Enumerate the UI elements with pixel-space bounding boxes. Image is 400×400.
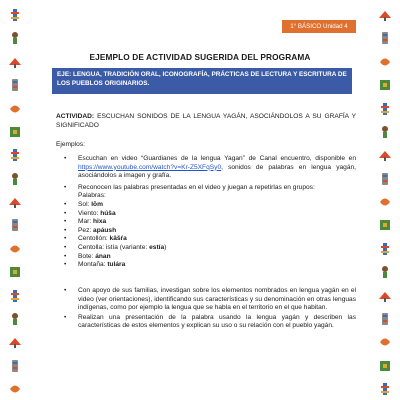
word-label: Bote: [78, 252, 96, 260]
iconography-motif-icon [378, 195, 392, 209]
word-row [56, 201, 356, 210]
grade-unit-badge [282, 20, 356, 33]
iconography-motif-icon [8, 31, 22, 45]
iconography-motif-icon [378, 359, 392, 373]
word-row [56, 244, 356, 253]
word-label: Viento: [78, 209, 101, 217]
iconography-motif-icon [8, 195, 22, 209]
iconography-motif-icon [378, 55, 392, 69]
iconography-motif-icon [378, 8, 392, 22]
iconography-motif-icon [378, 172, 392, 186]
video-text-post: , sonidos de palabras en lengua yagán, asociándolos a imagen y grafía. [78, 163, 356, 180]
iconography-motif-icon [8, 78, 22, 92]
activity-text: ESCUCHAN SONIDOS DE LA LENGUA YAGÁN, ASOCIÁNDOLOS A SU GRAFÍA Y SIGNIFICADO [56, 113, 356, 129]
iconography-motif-icon [8, 102, 22, 116]
iconography-motif-icon [8, 125, 22, 139]
eje-banner: EJE: LENGUA, TRADICIÓN ORAL, ICONOGRAFÍA, PRÁCTICAS DE LECTURA Y ESCRITURA DE LOS PUEBLOS ORIGINARIOS. [52, 68, 352, 94]
list-item-words [56, 184, 356, 201]
word-yagan: estía [149, 243, 165, 251]
activity-label: ACTIVIDAD: [56, 113, 95, 120]
word-label: Centolla: istía (variante: [78, 243, 150, 251]
iconography-motif-icon [378, 289, 392, 303]
iconography-motif-icon [378, 242, 392, 256]
word-label: Montaña: [78, 261, 108, 269]
video-link[interactable]: https://www.youtube.com/watch?v=Kr-Z5XFqSy0 [78, 163, 222, 171]
iconography-motif-icon [378, 102, 392, 116]
word-row [56, 218, 356, 227]
word-row [56, 235, 356, 244]
word-yagan: apáush [93, 226, 117, 234]
examples-list-bottom [56, 287, 356, 331]
unit-label: Unidad 4 [322, 23, 348, 30]
iconography-motif-icon [8, 148, 22, 162]
iconography-motif-icon [378, 125, 392, 139]
iconography-motif-icon [378, 78, 392, 92]
iconography-motif-icon [378, 335, 392, 349]
examples-list-top [56, 155, 356, 270]
iconography-motif-icon [8, 265, 22, 279]
word-row [56, 227, 356, 236]
iconography-motif-icon [8, 359, 22, 373]
word-yagan: hixa [93, 218, 107, 226]
iconography-motif-icon [378, 312, 392, 326]
iconography-motif-icon [8, 382, 22, 396]
iconography-motif-icon [378, 218, 392, 232]
iconography-motif-icon [378, 265, 392, 279]
word-label: Pez: [78, 226, 94, 234]
iconography-motif-icon [8, 289, 22, 303]
palabras-label: Palabras: [78, 192, 106, 200]
word-yagan: húša [100, 209, 116, 217]
list-item-presentation: • Realizan una presentación de la palabra usando la lengua yagán y describen las características de estos elementos y explican su uso o su relación con el pueblo yagán. [56, 314, 356, 331]
words-intro: Reconocen las palabras presentadas en el video y juegan a repetirlas en grupos: [78, 183, 315, 191]
iconography-motif-icon [8, 55, 22, 69]
word-label: Sol: [78, 200, 92, 208]
iconography-motif-icon [8, 335, 22, 349]
video-text-pre: Escuchan en video “Guardianes de la lengua Yagan” de Canal encuentro, disponible en [78, 155, 356, 162]
list-item-research: • Con apoyo de sus familias, investigan sobre los elementos nombrados en lengua yagán en el video (ver orientaciones), identificando sus características y su denominación en otras lenguas indígenas, como por ejemplo la lengua que se habla en el territorio en el que habitan. [56, 287, 356, 313]
word-yagan: ánan [95, 252, 111, 260]
right-decorative-border [374, 8, 396, 396]
word-yagan: lōm [91, 200, 103, 208]
iconography-motif-icon [378, 382, 392, 396]
word-yagan: tulára [107, 261, 126, 269]
page-title: EJEMPLO DE ACTIVIDAD SUGERIDA DEL PROGRAMA [89, 52, 311, 62]
list-item-video [56, 155, 356, 181]
examples-label: Ejemplos: [56, 141, 85, 148]
iconography-motif-icon [8, 8, 22, 22]
iconography-motif-icon [378, 148, 392, 162]
activity-description [56, 112, 356, 130]
iconography-motif-icon [378, 31, 392, 45]
word-yagan: kâšŕa [109, 235, 127, 243]
word-row [56, 210, 356, 219]
word-suffix: ) [164, 243, 167, 251]
iconography-motif-icon [8, 172, 22, 186]
word-row [56, 261, 356, 270]
word-label: Centollón: [78, 235, 110, 243]
iconography-motif-icon [8, 218, 22, 232]
word-list [56, 201, 356, 270]
left-decorative-border [4, 8, 26, 396]
word-row [56, 253, 356, 262]
word-label: Mar: [78, 218, 94, 226]
iconography-motif-icon [8, 312, 22, 326]
iconography-motif-icon [8, 242, 22, 256]
grade-label: 1° BÁSICO [290, 23, 322, 30]
